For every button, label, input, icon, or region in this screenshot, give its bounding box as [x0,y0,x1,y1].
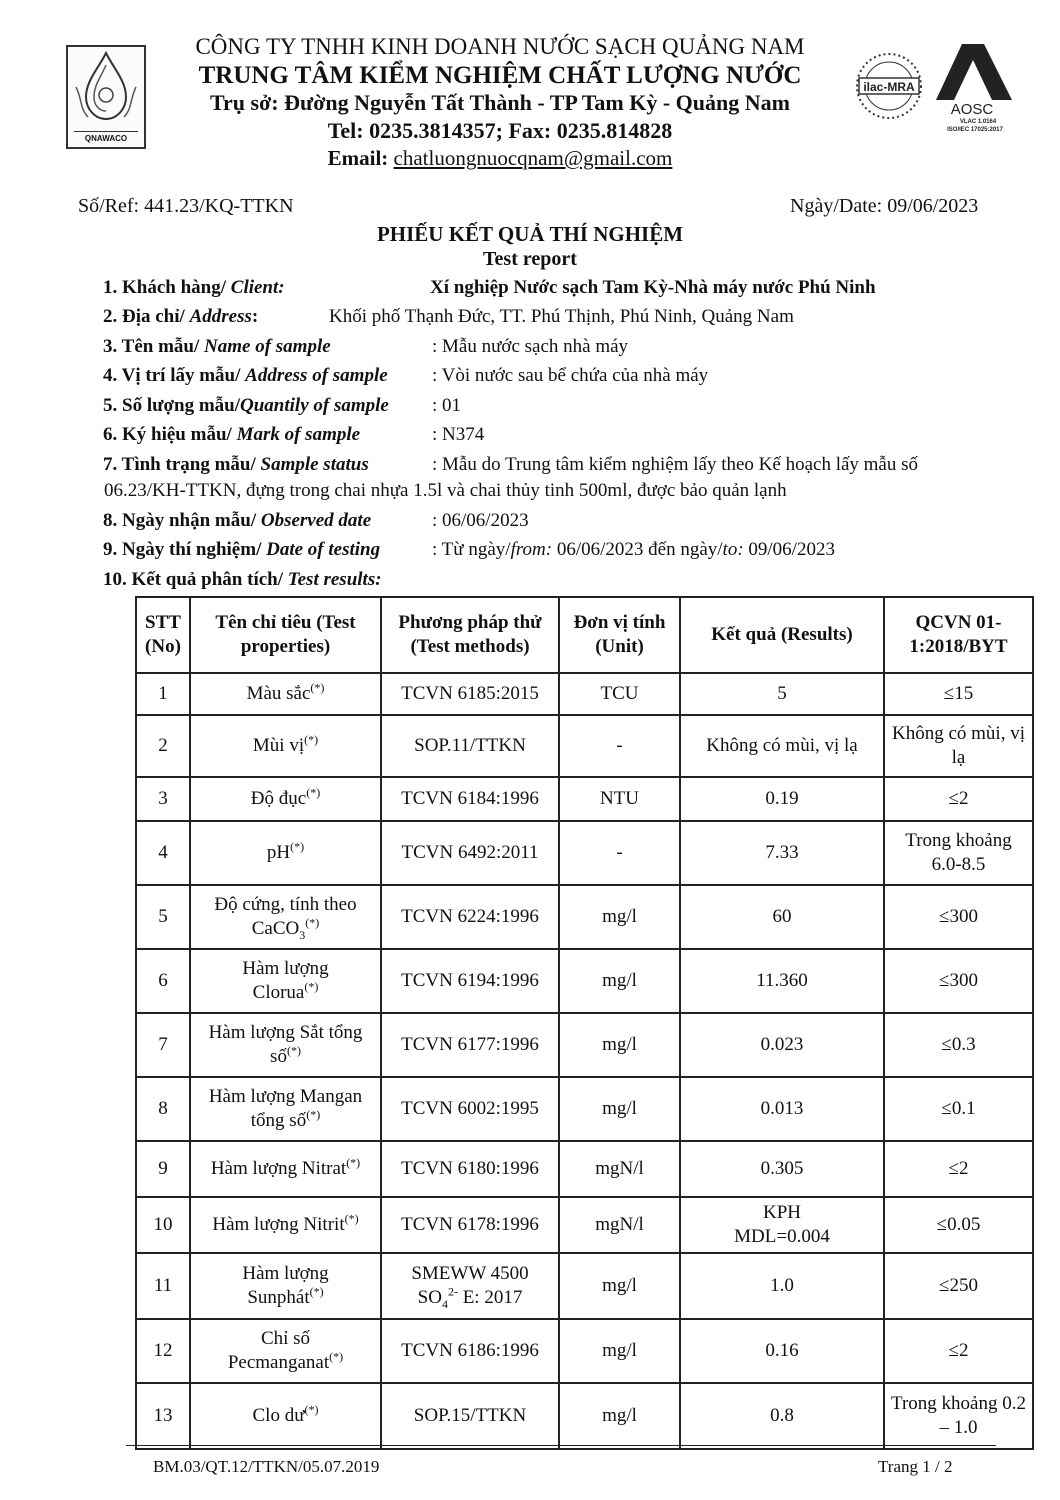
table-row: 1 Màu sắc(*) TCVN 6185:2015 TCU 5 ≤15 [136,673,1033,715]
info-sample-name: 3. Tên mẫu/ Name of sample : Mẫu nước sạch nhà máy [103,336,629,357]
header-unit: Đơn vị tính (Unit) [559,597,680,673]
info-address: 2. Địa chỉ/ Address: Khối phố Thạnh Đức, TT. Phú Thịnh, Phú Ninh, Quảng Nam [103,306,794,327]
sample-name-value: : Mẫu nước sạch nhà máy [432,336,629,357]
table-row: 3 Độ đục(*) TCVN 6184:1996 NTU 0.19 ≤2 [136,777,1033,821]
table-header-row [136,597,1033,673]
logo-text: QNAWACO [74,131,138,143]
info-sample-location: 4. Vị trí lấy mẫu/ Address of sample : Vòi nước sau bể chứa của nhà máy [103,365,709,386]
table-row: 10 Hàm lượng Nitrit(*) TCVN 6178:1996 mgN/l KPH MDL=0.004 ≤0.05 [136,1197,1033,1253]
footer-divider [126,1445,996,1446]
company-logo [66,45,146,149]
header-qcvn: QCVN 01-1:2018/BYT [884,597,1033,673]
form-code: BM.03/QT.12/TTKN/05.07.2019 [153,1457,380,1476]
info-sample-quantity: 5. Số lượng mẫu/Quantily of sample : 01 [103,395,462,416]
table-row: 7 Hàm lượng Sắt tổng số(*) TCVN 6177:1996 mg/l 0.023 ≤0.3 [136,1013,1033,1077]
received-date-value: : 06/06/2023 [432,510,529,531]
header-method: Phương pháp thử (Test methods) [381,597,559,673]
client-value: Xí nghiệp Nước sạch Tam Kỳ-Nhà máy nước Phú Ninh [430,277,876,298]
table-row: 11 Hàm lượng Sunphát(*) SMEWW 4500 $SO_4^{2-}$ E: 2017 mg/l 1.0 ≤250 [136,1253,1033,1319]
head-office-address: Trụ sở: Đường Nguyễn Tất Thành - TP Tam Kỳ - Quảng Nam [210,90,790,115]
table-row: 13 Clo dư(*) SOP.15/TTKN mg/l 0.8 Trong khoảng 0.2 – 1.0 [136,1383,1033,1449]
email-link[interactable]: chatluongnuocqnam@gmail.com [393,146,673,170]
info-sample-status: 7. Tình trạng mẫu/ Sample status : Mẫu do Trung tâm kiểm nghiệm lấy theo Kế hoạch lấy mẫu số [103,454,919,475]
table-row: 6 Hàm lượng Clorua(*) TCVN 6194:1996 mg/l 11.360 ≤300 [136,949,1033,1013]
table-row: 2 Mùi vị(*) SOP.11/TTKN - Không có mùi, vị lạ Không có mùi, vị lạ [136,715,1033,777]
sample-status-continued: 06.23/KH-TTKN, đựng trong chai nhựa 1.5l và chai thủy tinh 500ml, được bảo quản lạnh [104,480,787,501]
ilac-label: ilac-MRA [863,80,915,94]
contact-email [180,146,820,171]
info-client: 1. Khách hàng/ Client: Xí nghiệp Nước sạch Tam Kỳ-Nhà máy nước Phú Ninh [103,277,876,298]
sample-location-value: : Vòi nước sau bể chứa của nhà máy [432,365,709,386]
water-drop-logo-icon [68,47,144,129]
info-test-results: 10. Kết quả phân tích/ Test results: [103,569,382,590]
center-name: TRUNG TÂM KIỂM NGHIỆM CHẤT LƯỢNG NƯỚC [198,62,802,89]
ilac-seal-icon [853,46,925,128]
contact-phone: Tel: 0235.3814357; Fax: 0235.814828 [327,118,673,143]
header-result: Kết quả (Results) [680,597,884,673]
table-row: 12 Chỉ số Pecmanganat(*) TCVN 6186:1996 mg/l 0.16 ≤2 [136,1319,1033,1383]
sample-mark-value: : N374 [432,424,485,445]
header-property: Tên chỉ tiêu (Test properties) [190,597,381,673]
address-value: Khối phố Thạnh Đức, TT. Phú Thịnh, Phú Ninh, Quảng Nam [329,306,794,327]
header-no: STT (No) [136,597,190,673]
results-table [135,596,1034,1450]
testing-date-value: : Từ ngày/from: 06/06/2023 đến ngày/to: 09/06/2023 [432,539,835,560]
email-label: Email: [327,146,394,170]
aosc-vlac: VLAC 1.0164 [959,119,997,125]
table-row: 8 Hàm lượng Mangan tổng số(*) TCVN 6002:1995 mg/l 0.013 ≤0.1 [136,1077,1033,1141]
table-row: 5 Độ cứng, tính theo CaCO$_3$(*) TCVN 6224:1996 mg/l 60 ≤300 [136,885,1033,949]
company-name: CÔNG TY TNHH KINH DOANH NƯỚC SẠCH QUẢNG NAM [195,34,805,59]
info-received-date: 8. Ngày nhận mẫu/ Observed date : 06/06/2023 [103,510,529,531]
info-sample-mark: 6. Ký hiệu mẫu/ Mark of sample : N374 [103,424,485,445]
info-testing-date: 9. Ngày thí nghiệm/ Date of testing : Từ ngày/from: 06/06/2023 đến ngày/to: 09/06/2023 [103,539,835,560]
report-title-en: Test report [483,248,577,270]
report-title-vn: PHIẾU KẾT QUẢ THÍ NGHIỆM [376,222,684,246]
aosc-label: AOSC [950,101,994,118]
aosc-iso: ISO/IEC 17025:2017 [947,127,1003,132]
page-number: Trang 1 / 2 [878,1457,953,1476]
reference-number: Số/Ref: 441.23/KQ-TTKN [78,195,294,217]
table-row: 4 pH(*) TCVN 6492:2011 - 7.33 Trong khoảng 6.0-8.5 [136,821,1033,885]
sample-status-value: : Mẫu do Trung tâm kiểm nghiệm lấy theo Kế hoạch lấy mẫu số [432,454,919,475]
table-row: 9 Hàm lượng Nitrat(*) TCVN 6180:1996 mgN/l 0.305 ≤2 [136,1141,1033,1197]
aosc-logo [932,40,1018,132]
sample-quantity-value: : 01 [432,395,462,416]
report-date: Ngày/Date: 09/06/2023 [790,195,979,217]
aosc-triangle-icon [932,40,1018,132]
ilac-mra-logo [853,46,925,128]
